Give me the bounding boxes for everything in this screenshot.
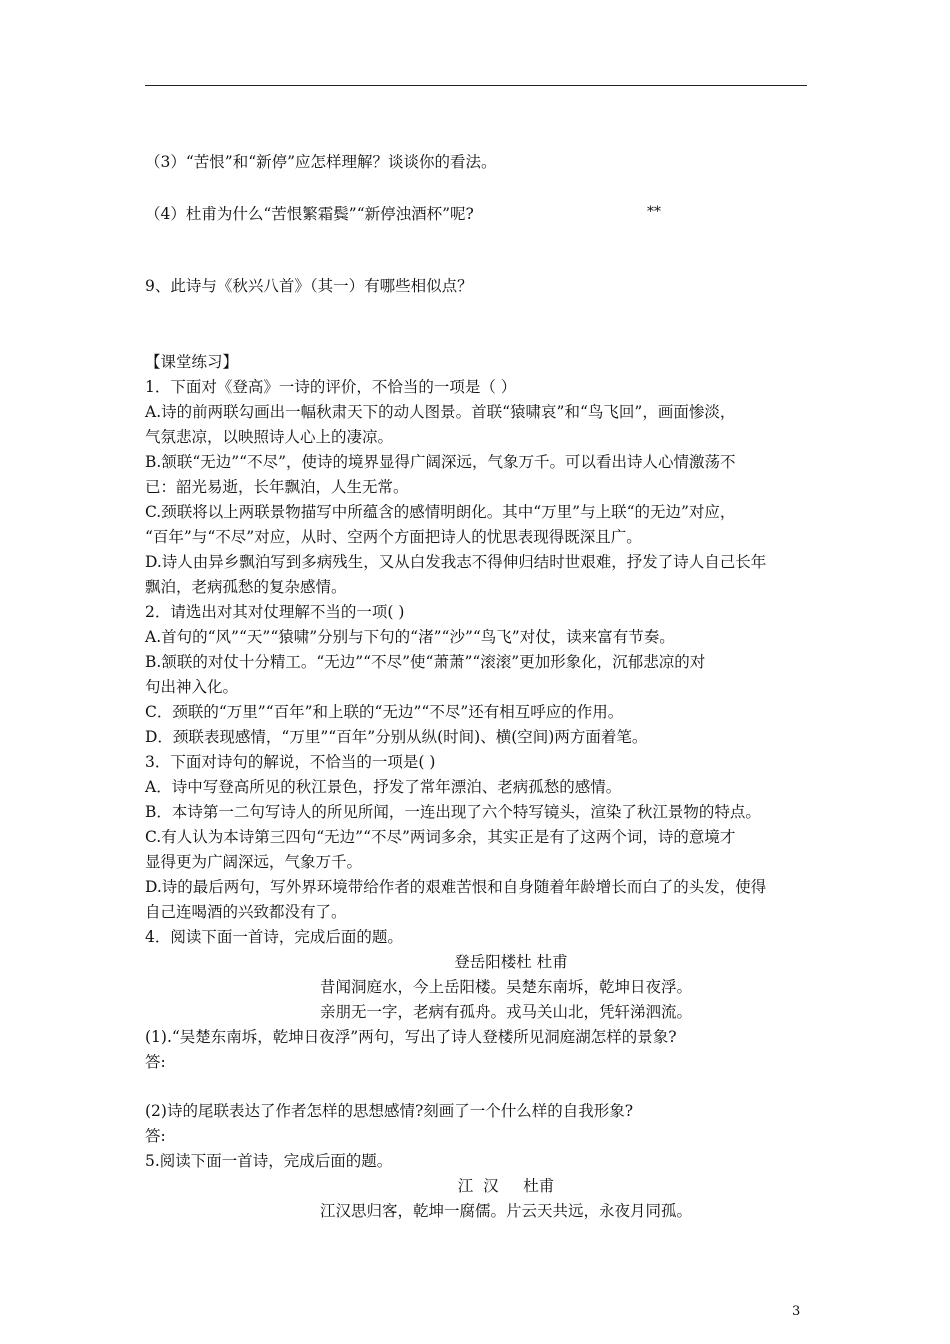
exercise-3-option-b: B．本诗第一二句写诗人的所见所闻，一连出现了六个特写镜头，渲染了秋江景物的特点。: [145, 803, 761, 821]
exercise-1-option-b: B.颔联“无边”“不尽”，使诗的境界显得广阔深远，气象万千。可以看出诗人心情激荡不: [145, 453, 736, 471]
exercise-3-option-c: C.有人认为本诗第三四句“无边”“不尽”两词多余，其实正是有了这两个词，诗的意境才: [145, 828, 736, 846]
exercise-4-question: 4．阅读下面一首诗，完成后面的题。: [145, 928, 403, 946]
exercise-1-option-c: C.颈联将以上两联景物描写中所蕴含的感情明朗化。其中“万里”与上联“的无边”对应，: [145, 503, 736, 521]
exercise-2-question: 2．请选出对其对仗理解不当的一项( ): [145, 603, 405, 621]
exercise-1-option-a: A.诗的前两联勾画出一幅秋肃天下的动人图景。首联“猿啸哀”和“鸟飞回”，画面惨淡，: [145, 403, 736, 421]
poem-2-line-1: 江汉思归客，乾坤一腐儒。片云天共远，永夜月同孤。: [319, 1202, 692, 1220]
exercise-2-option-b: B.颔联的对仗十分精工。“无边”“不尽”使“萧萧”“滚滚”更加形象化，沉郁悲凉的对: [145, 653, 706, 671]
exercise-5-question: 5.阅读下面一首诗，完成后面的题。: [145, 1152, 393, 1170]
exercise-3-question: 3．下面对诗句的解说，不恰当的一项是( ): [145, 753, 436, 771]
exercise-3-option-a: A．诗中写登高所见的秋江景色，抒发了常年漂泊、老病孤愁的感情。: [145, 778, 622, 796]
section-heading: 【课堂练习】: [145, 353, 239, 371]
page-number: 3: [792, 1304, 801, 1319]
exercise-1-option-c-cont: “百年”与“不尽”对应，从时、空两个方面把诗人的忧思表现得既深且广。: [145, 528, 642, 546]
exercise-3-option-d-cont: 自己连喝酒的兴致都没有了。: [145, 903, 347, 921]
exercise-1-question: 1．下面对《登高》一诗的评价，不恰当的一项是（ ）: [145, 378, 517, 396]
header-rule: [145, 85, 807, 86]
poem-2-title: 江 汉 杜甫: [457, 1177, 555, 1195]
exercise-4-sub-1: (1).“吴楚东南坼，乾坤日夜浮”两句，写出了诗人登楼所见洞庭湖怎样的景象?: [145, 1028, 677, 1046]
exercise-3-option-d: D.诗的最后两句，写外界环境带给作者的艰难苦恨和自身随着年龄增长而白了的头发，使得: [145, 878, 767, 896]
exercise-2-option-c: C．颈联的“万里”“百年”和上联的“无边”“不尽”还有相互呼应的作用。: [145, 703, 624, 721]
exercise-4-answer-2: 答:: [145, 1127, 166, 1145]
poem-1-line-2: 亲朋无一字，老病有孤舟。戎马关山北，凭轩涕泗流。: [319, 1003, 692, 1021]
exercise-1-option-d-cont: 飘泊，老病孤愁的复杂感情。: [145, 578, 347, 596]
question-9: 9、此诗与《秋兴八首》（其一）有哪些相似点？: [145, 277, 473, 295]
poem-1-title: 登岳阳楼杜 杜甫: [454, 953, 568, 971]
exercise-1-option-b-cont: 已：韶光易逝，长年飘泊，人生无常。: [145, 478, 409, 496]
exercise-4-sub-2: (2)诗的尾联表达了作者怎样的思想感情?刻画了一个什么样的自我形象?: [145, 1102, 634, 1120]
exercise-2-option-a: A.首句的“风”“天”“猿啸”分别与下句的“渚”“沙”“鸟飞”对仗，读来富有节奏。: [145, 628, 675, 646]
exercise-1-option-a-cont: 气氛悲凉，以映照诗人心上的凄凉。: [145, 428, 394, 446]
exercise-1-option-d: D.诗人由异乡飘泊写到多病残生，又从白发我志不得伸归结时世艰难，抒发了诗人自己长年: [145, 553, 767, 571]
exercise-2-option-b-cont: 句出神入化。: [145, 678, 239, 696]
exercise-3-option-c-cont: 显得更为广阔深远，气象万千。: [145, 853, 363, 871]
exercise-4-answer-1: 答:: [145, 1053, 166, 1071]
question-3: （3）“苦恨”和“新停”应怎样理解？谈谈你的看法。: [145, 153, 497, 171]
exercise-2-option-d: D．颈联表现感情，“万里”“百年”分别从纵(时间)、横(空间)两方面着笔。: [145, 728, 648, 746]
question-4: （4）杜甫为什么“苦恨繁霜鬓”“新停浊酒杯”呢?: [145, 205, 474, 223]
stars-mark: **: [647, 204, 661, 220]
poem-1-line-1: 昔闻洞庭水，今上岳阳楼。吴楚东南坼，乾坤日夜浮。: [319, 978, 692, 996]
